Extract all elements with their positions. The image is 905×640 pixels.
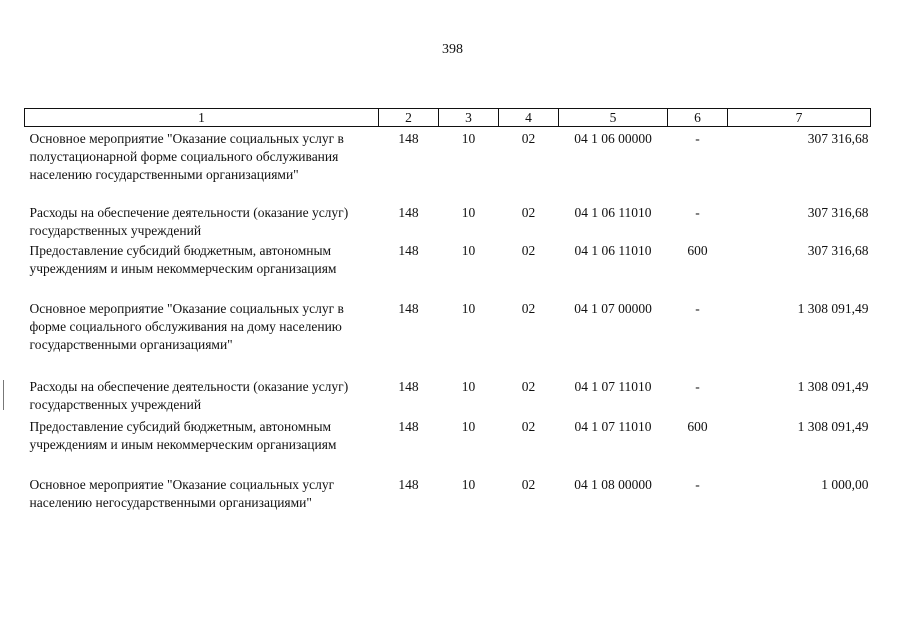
row-col-2: 148 [398, 243, 419, 258]
header-col-6: 6 [668, 109, 728, 127]
table-body [25, 127, 871, 517]
table-header [25, 109, 871, 127]
row-col-5: 04 1 07 11010 [574, 379, 652, 394]
row-col-4: 02 [521, 301, 536, 316]
header-col-4: 4 [499, 109, 559, 127]
row-col-6: - [695, 205, 700, 220]
header-col-2: 2 [379, 109, 439, 127]
header-col-3: 3 [439, 109, 499, 127]
row-col-2: 148 [398, 379, 419, 394]
row-col-5: 04 1 06 11010 [574, 243, 652, 258]
row-col-3: 10 [461, 419, 476, 434]
table-row [25, 127, 871, 203]
row-col-3: 10 [461, 131, 476, 146]
row-amount: 1 308 091,49 [797, 379, 869, 394]
row-col-4: 02 [521, 205, 536, 220]
row-col-2: 148 [398, 419, 419, 434]
row-name: Расходы на обеспечение деятельности (оказание услуг) государственных учреждений [29, 205, 349, 238]
table-row [25, 300, 871, 378]
row-col-6: - [695, 301, 700, 316]
row-amount: 1 308 091,49 [797, 301, 869, 316]
row-amount: 1 308 091,49 [797, 419, 869, 434]
row-col-5: 04 1 07 11010 [574, 419, 652, 434]
row-col-5: 04 1 06 11010 [574, 205, 652, 220]
row-name: Основное мероприятие "Оказание социальных услуг населению негосударственными организациями" [29, 477, 335, 510]
budget-table [24, 108, 871, 516]
margin-mark [3, 380, 4, 410]
header-col-5: 5 [559, 109, 668, 127]
row-name: Основное мероприятие "Оказание социальных услуг в полустационарной форме социального обслуживания населению государственными организациями" [29, 131, 344, 182]
row-col-3: 10 [461, 379, 476, 394]
row-amount: 307 316,68 [807, 131, 869, 146]
row-amount: 307 316,68 [807, 205, 869, 220]
row-name: Основное мероприятие "Оказание социальных услуг в форме социального обслуживания на дому населению государственными организациями" [29, 301, 344, 352]
row-name: Расходы на обеспечение деятельности (оказание услуг) государственных учреждений [29, 379, 349, 412]
row-amount: 307 316,68 [807, 243, 869, 258]
row-col-6: - [695, 379, 700, 394]
row-col-4: 02 [521, 243, 536, 258]
table-row [25, 242, 871, 300]
row-col-6: 600 [687, 419, 708, 434]
table-row [25, 378, 871, 418]
row-col-4: 02 [521, 477, 536, 492]
table-row [25, 202, 871, 242]
row-col-2: 148 [398, 205, 419, 220]
row-col-4: 02 [521, 131, 536, 146]
row-col-6: - [695, 477, 700, 492]
row-col-5: 04 1 08 00000 [574, 477, 652, 492]
row-col-4: 02 [521, 419, 536, 434]
row-col-2: 148 [398, 301, 419, 316]
table-row [25, 476, 871, 516]
row-col-3: 10 [461, 243, 476, 258]
page-number: 398 [442, 42, 463, 57]
row-col-3: 10 [461, 477, 476, 492]
header-col-7: 7 [728, 109, 871, 127]
header-row [25, 109, 871, 127]
row-name: Предоставление субсидий бюджетным, автономным учреждениям и иным некоммерческим организациям [29, 243, 337, 276]
row-name: Предоставление субсидий бюджетным, автономным учреждениям и иным некоммерческим организациям [29, 419, 337, 452]
row-col-6: - [695, 131, 700, 146]
table-row [25, 418, 871, 476]
row-col-3: 10 [461, 205, 476, 220]
row-col-3: 10 [461, 301, 476, 316]
row-col-2: 148 [398, 131, 419, 146]
row-col-5: 04 1 06 00000 [574, 131, 652, 146]
row-col-5: 04 1 07 00000 [574, 301, 652, 316]
row-amount: 1 000,00 [821, 477, 869, 492]
row-col-6: 600 [687, 243, 708, 258]
row-col-2: 148 [398, 477, 419, 492]
header-col-1: 1 [25, 109, 379, 127]
row-col-4: 02 [521, 379, 536, 394]
